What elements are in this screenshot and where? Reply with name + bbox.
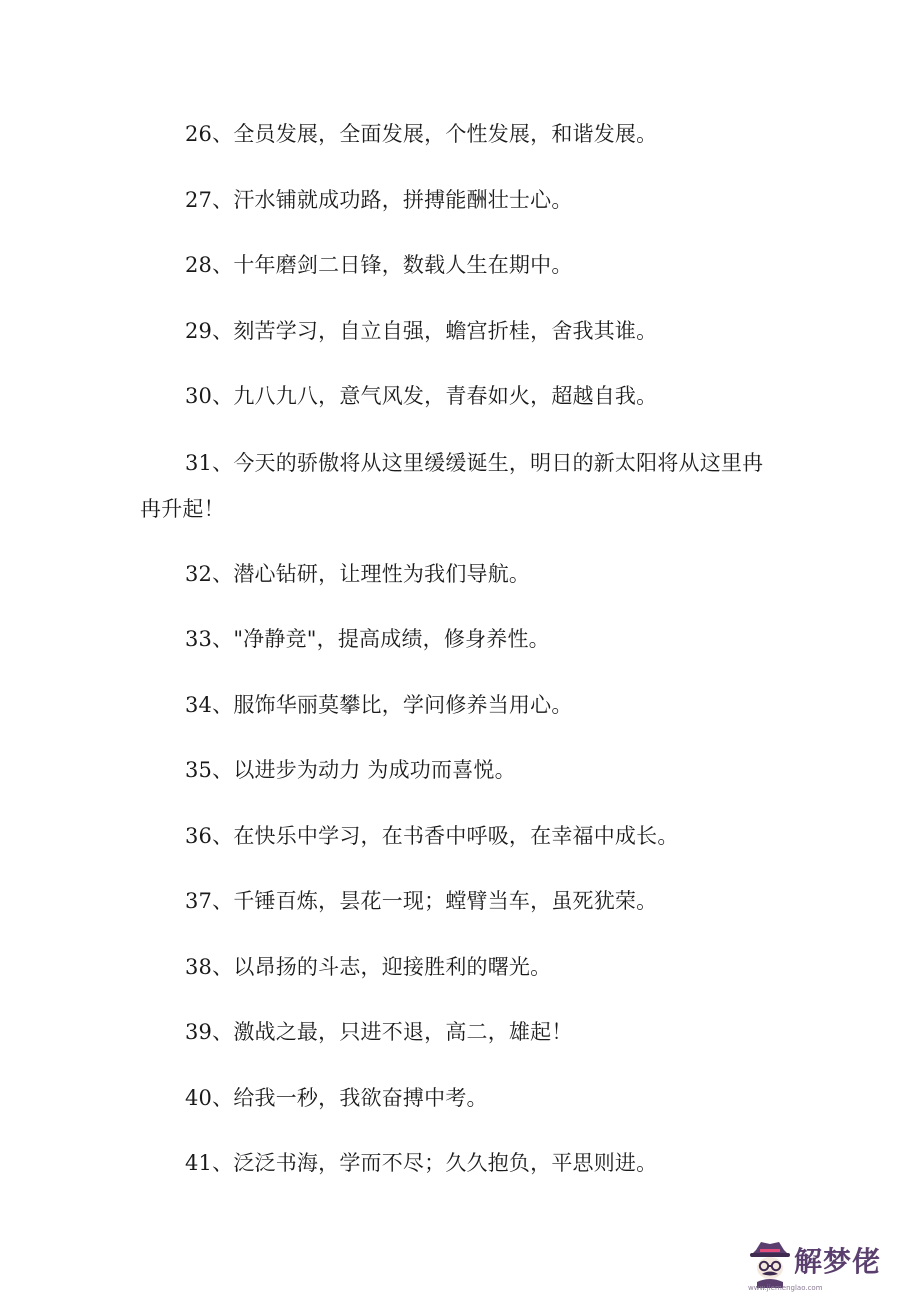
list-item: 40、给我一秒，我欲奋搏中考。: [185, 1085, 488, 1110]
list-item: 35、以进步为动力 为成功而喜悦。: [185, 758, 516, 782]
watermark-url: www.jiemenglao.com: [748, 1284, 823, 1292]
list-item: 33、"净静竞"，提高成绩，修身养性。: [185, 627, 550, 651]
list-item: 36、在快乐中学习，在书香中呼吸，在幸福中成长。: [185, 823, 679, 848]
list-item: 31、今天的骄傲将从这里缓缓诞生，明日的新太阳将从这里冉冉升起！: [140, 450, 764, 521]
detective-logo-icon: [748, 1238, 792, 1290]
list-item: 41、泛泛书海，学而不尽；久久抱负，平思则进。: [185, 1151, 658, 1175]
list-item: 28、十年磨剑二日锋，数载人生在期中。: [185, 253, 573, 277]
watermark-brand: 解梦佬: [794, 1245, 882, 1278]
slogan-list: [140, 112, 780, 1207]
list-item: 34、服饰华丽莫攀比，学问修养当用心。: [185, 692, 573, 717]
list-item: 27、汗水铺就成功路，拼搏能酬壮士心。: [185, 187, 573, 212]
list-item: 30、九八九八，意气风发，青春如火，超越自我。: [185, 384, 658, 408]
list-item: 39、激战之最，只进不退，高二，雄起！: [185, 1020, 573, 1044]
watermark: [748, 1238, 898, 1294]
list-item: 38、以昂扬的斗志，迎接胜利的曙光。: [185, 954, 552, 979]
list-item: 29、刻苦学习，自立自强，蟾宫折桂，舍我其谁。: [185, 318, 658, 343]
list-item: 32、潜心钻研，让理性为我们导航。: [185, 561, 531, 586]
list-item: 26、全员发展，全面发展，个性发展，和谐发展。: [185, 122, 658, 146]
list-item: 37、千锤百炼，昙花一现；螳臂当车，虽死犹荣。: [185, 889, 658, 913]
